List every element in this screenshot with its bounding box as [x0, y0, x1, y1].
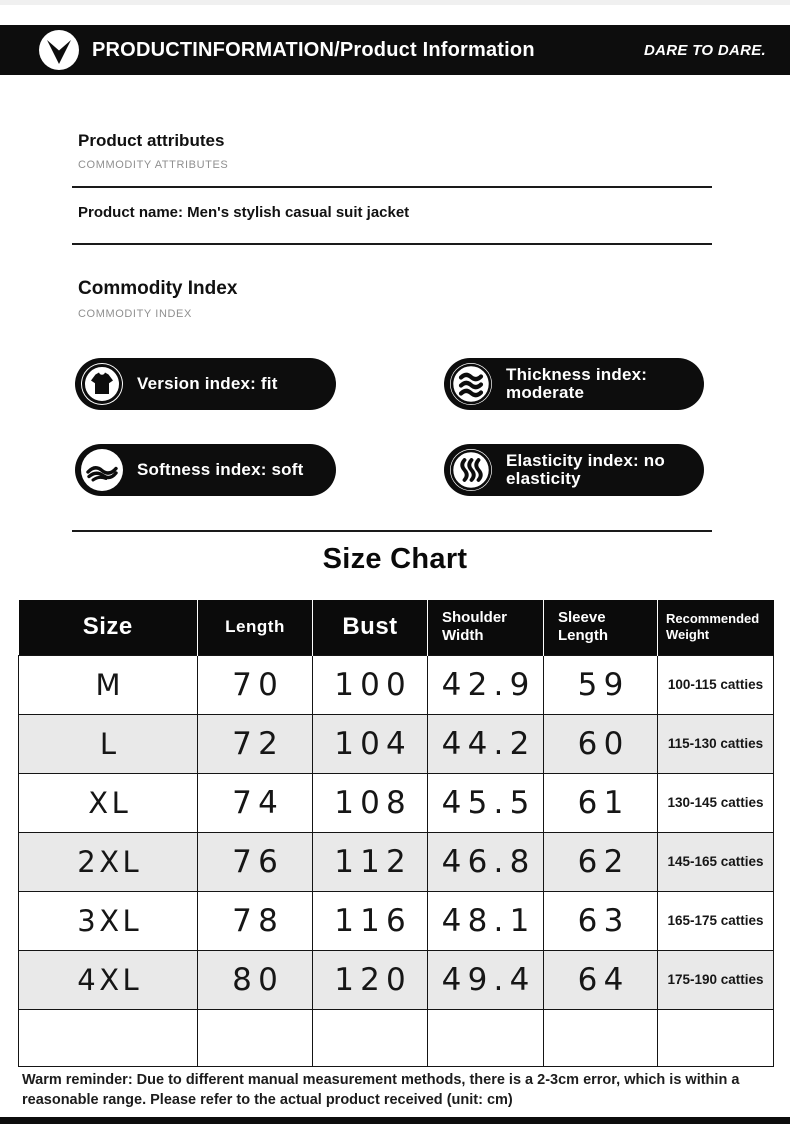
cell-shoulder: 42.9 [428, 655, 544, 714]
cell-sleeve: 64 [544, 950, 658, 1009]
table-row-empty [19, 1009, 774, 1066]
badge-label: Version index: fit [137, 374, 278, 394]
header-bar [0, 25, 790, 75]
cell-length: 78 [198, 891, 313, 950]
cell-size: 4XL [19, 950, 198, 1009]
softness-waves-icon [79, 447, 125, 493]
cell-bust: 112 [313, 832, 428, 891]
page-title: PRODUCTINFORMATION/Product Information [92, 38, 535, 61]
cell-shoulder: 49.4 [428, 950, 544, 1009]
cell-bust: 104 [313, 714, 428, 773]
cell-sleeve: 60 [544, 714, 658, 773]
cell-size: L [19, 714, 198, 773]
table-row [19, 950, 774, 1009]
brand-logo-icon [38, 29, 80, 71]
cell-bust: 120 [313, 950, 428, 1009]
cell-sleeve: 62 [544, 832, 658, 891]
commodity-index-heading: Commodity Index [78, 278, 238, 299]
elasticity-index-badge [444, 444, 704, 496]
divider [72, 530, 712, 532]
attributes-subheading: COMMODITY ATTRIBUTES [78, 159, 229, 171]
cell-weight: 100-115 catties [658, 655, 774, 714]
table-header-row [19, 600, 774, 655]
divider [72, 186, 712, 188]
badge-label: Thickness index: moderate [506, 365, 648, 402]
cell-weight: 175-190 catties [658, 950, 774, 1009]
version-index-badge [75, 358, 336, 410]
bottom-rule [0, 1117, 790, 1124]
col-header-bust: Bust [313, 600, 428, 655]
cell-shoulder: 48.1 [428, 891, 544, 950]
cell-length: 70 [198, 655, 313, 714]
cell-shoulder: 45.5 [428, 773, 544, 832]
brand-slogan: DARE TO DARE. [644, 41, 766, 59]
badge-label: Softness index: soft [137, 460, 304, 480]
attributes-heading: Product attributes [78, 131, 225, 150]
cell-size: 2XL [19, 832, 198, 891]
cell-bust: 108 [313, 773, 428, 832]
cell-size: XL [19, 773, 198, 832]
top-edge-strip [0, 0, 790, 5]
badge-label: Elasticity index: no elasticity [506, 451, 665, 488]
table-row [19, 832, 774, 891]
cell-size: 3XL [19, 891, 198, 950]
col-header-length: Length [198, 600, 313, 655]
commodity-index-subheading: COMMODITY INDEX [78, 308, 192, 320]
cell-weight: 115-130 catties [658, 714, 774, 773]
cell-length: 76 [198, 832, 313, 891]
col-header-sleeve-length: Sleeve Length [544, 600, 658, 655]
cell-length: 74 [198, 773, 313, 832]
table-row [19, 655, 774, 714]
cell-sleeve: 59 [544, 655, 658, 714]
cell-weight: 145-165 catties [658, 832, 774, 891]
col-header-shoulder-width: Shoulder Width [428, 600, 544, 655]
cell-weight: 130-145 catties [658, 773, 774, 832]
cell-sleeve: 63 [544, 891, 658, 950]
divider [72, 243, 712, 245]
table-row [19, 891, 774, 950]
col-header-recommended-weight: Recommended Weight [658, 600, 774, 655]
warm-reminder-text: Warm reminder: Due to different manual measurement methods, there is a 2-3cm error, which is within a reasonable range. Please refer to the actual product received (unit: cm) [22, 1072, 740, 1108]
cell-length: 80 [198, 950, 313, 1009]
tshirt-icon [79, 361, 125, 407]
thickness-waves-icon [448, 361, 494, 407]
cell-length: 72 [198, 714, 313, 773]
product-name: Product name: Men's stylish casual suit jacket [78, 204, 410, 221]
cell-sleeve: 61 [544, 773, 658, 832]
elasticity-waves-icon [448, 447, 494, 493]
softness-index-badge [75, 444, 336, 496]
cell-size: M [19, 655, 198, 714]
table-row [19, 773, 774, 832]
cell-weight: 165-175 catties [658, 891, 774, 950]
size-chart-title: Size Chart [322, 543, 468, 575]
cell-bust: 100 [313, 655, 428, 714]
size-chart-table [18, 600, 774, 1067]
cell-shoulder: 46.8 [428, 832, 544, 891]
table-row [19, 714, 774, 773]
thickness-index-badge [444, 358, 704, 410]
col-header-size: Size [19, 600, 198, 655]
cell-shoulder: 44.2 [428, 714, 544, 773]
cell-bust: 116 [313, 891, 428, 950]
